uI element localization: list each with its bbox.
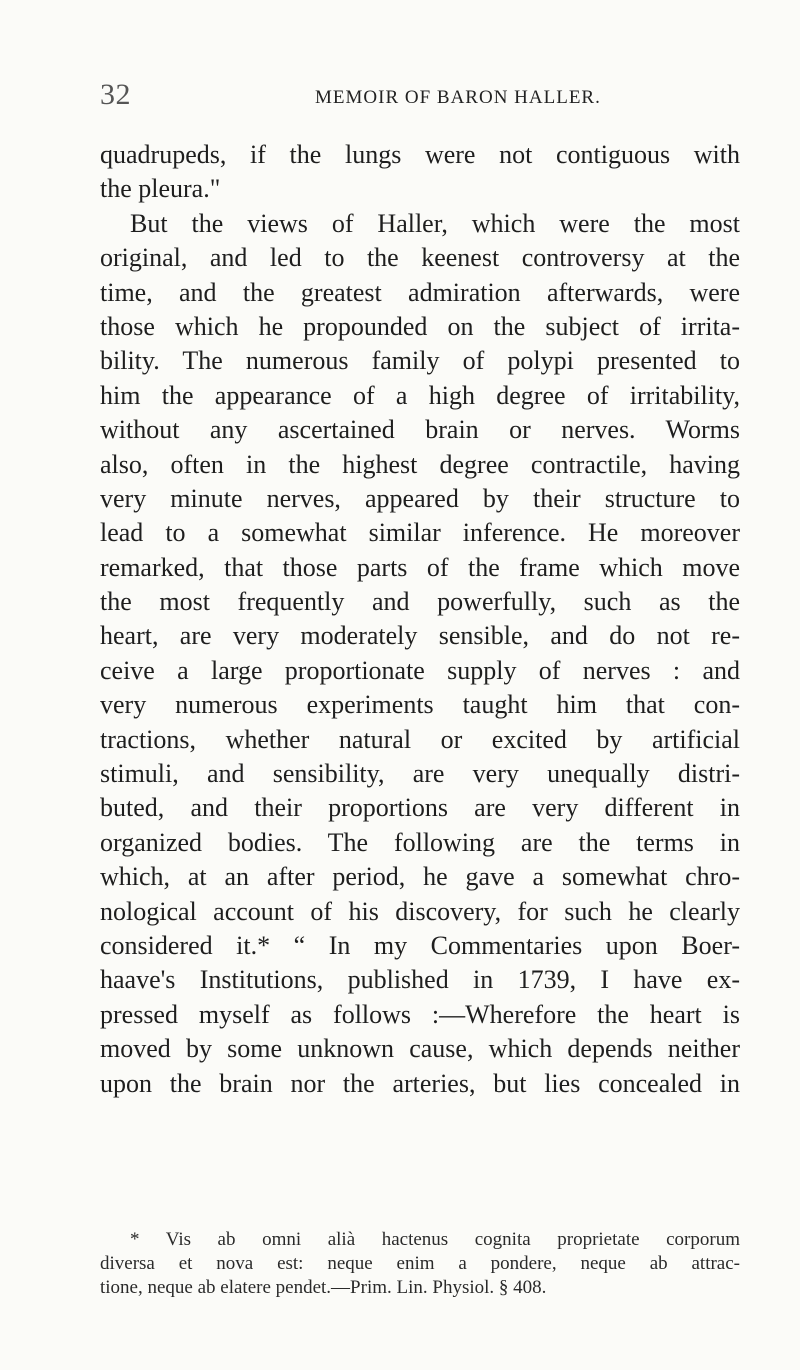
text-line: also, often in the highest degree contractile, having xyxy=(100,449,740,479)
footnote xyxy=(100,1228,740,1300)
text-line: tractions, whether natural or excited by artificial xyxy=(100,724,740,754)
text-line: moved by some unknown cause, which depends neither xyxy=(100,1034,740,1064)
text-line: pressed myself as follows :—Wherefore the heart is xyxy=(100,999,740,1029)
text-line: nological account of his discovery, for such he clearly xyxy=(100,896,740,926)
text-line: stimuli, and sensibility, are very unequally distri- xyxy=(100,759,740,789)
text-line: very minute nerves, appeared by their structure to xyxy=(100,483,740,513)
text-line: those which he propounded on the subject of irrita- xyxy=(100,311,740,341)
page-header xyxy=(100,78,740,118)
page-number: 32 xyxy=(100,78,131,111)
text-line: the pleura." xyxy=(100,174,221,204)
text-line: ceive a large proportionate supply of nerves : and xyxy=(100,655,740,685)
text-line: lead to a somewhat similar inference. He moreover xyxy=(100,518,740,548)
text-line: the most frequently and powerfully, such as the xyxy=(100,587,740,617)
text-line: without any ascertained brain or nerves. Worms xyxy=(100,415,740,445)
text-line: buted, and their proportions are very different in xyxy=(100,793,740,823)
text-line: But the views of Haller, which were the most xyxy=(130,208,740,238)
text-line: very numerous experiments taught him that con- xyxy=(100,690,740,720)
text-line: remarked, that those parts of the frame which move xyxy=(100,552,740,582)
text-line: bility. The numerous family of polypi presented to xyxy=(100,346,740,376)
text-line: him the appearance of a high degree of irritability, xyxy=(100,380,740,410)
footnote-line: * Vis ab omni alià hactenus cognita proprietate corporum xyxy=(130,1229,740,1250)
text-line: quadrupeds, if the lungs were not contiguous with xyxy=(100,140,740,169)
text-line: considered it.* “ In my Commentaries upon Boer- xyxy=(100,930,740,960)
text-line: which, at an after period, he gave a somewhat chro- xyxy=(100,862,740,892)
body-text xyxy=(100,138,740,1101)
text-line: upon the brain nor the arteries, but lies concealed in xyxy=(100,1068,740,1098)
text-line: haave's Institutions, published in 1739, I have ex- xyxy=(100,965,740,995)
text-line: original, and led to the keenest controversy at the xyxy=(100,243,740,273)
text-line: heart, are very moderately sensible, and do not re- xyxy=(100,621,740,651)
text-line: organized bodies. The following are the terms in xyxy=(100,827,740,857)
footnote-line: tione, neque ab elatere pendet.—Prim. Lin. Physiol. § 408. xyxy=(100,1277,547,1298)
running-head: MEMOIR OF BARON HALLER. xyxy=(315,87,601,108)
text-line: time, and the greatest admiration afterwards, were xyxy=(100,277,740,307)
footnote-line: diversa et nova est: neque enim a pondere, neque ab attrac- xyxy=(100,1253,740,1274)
